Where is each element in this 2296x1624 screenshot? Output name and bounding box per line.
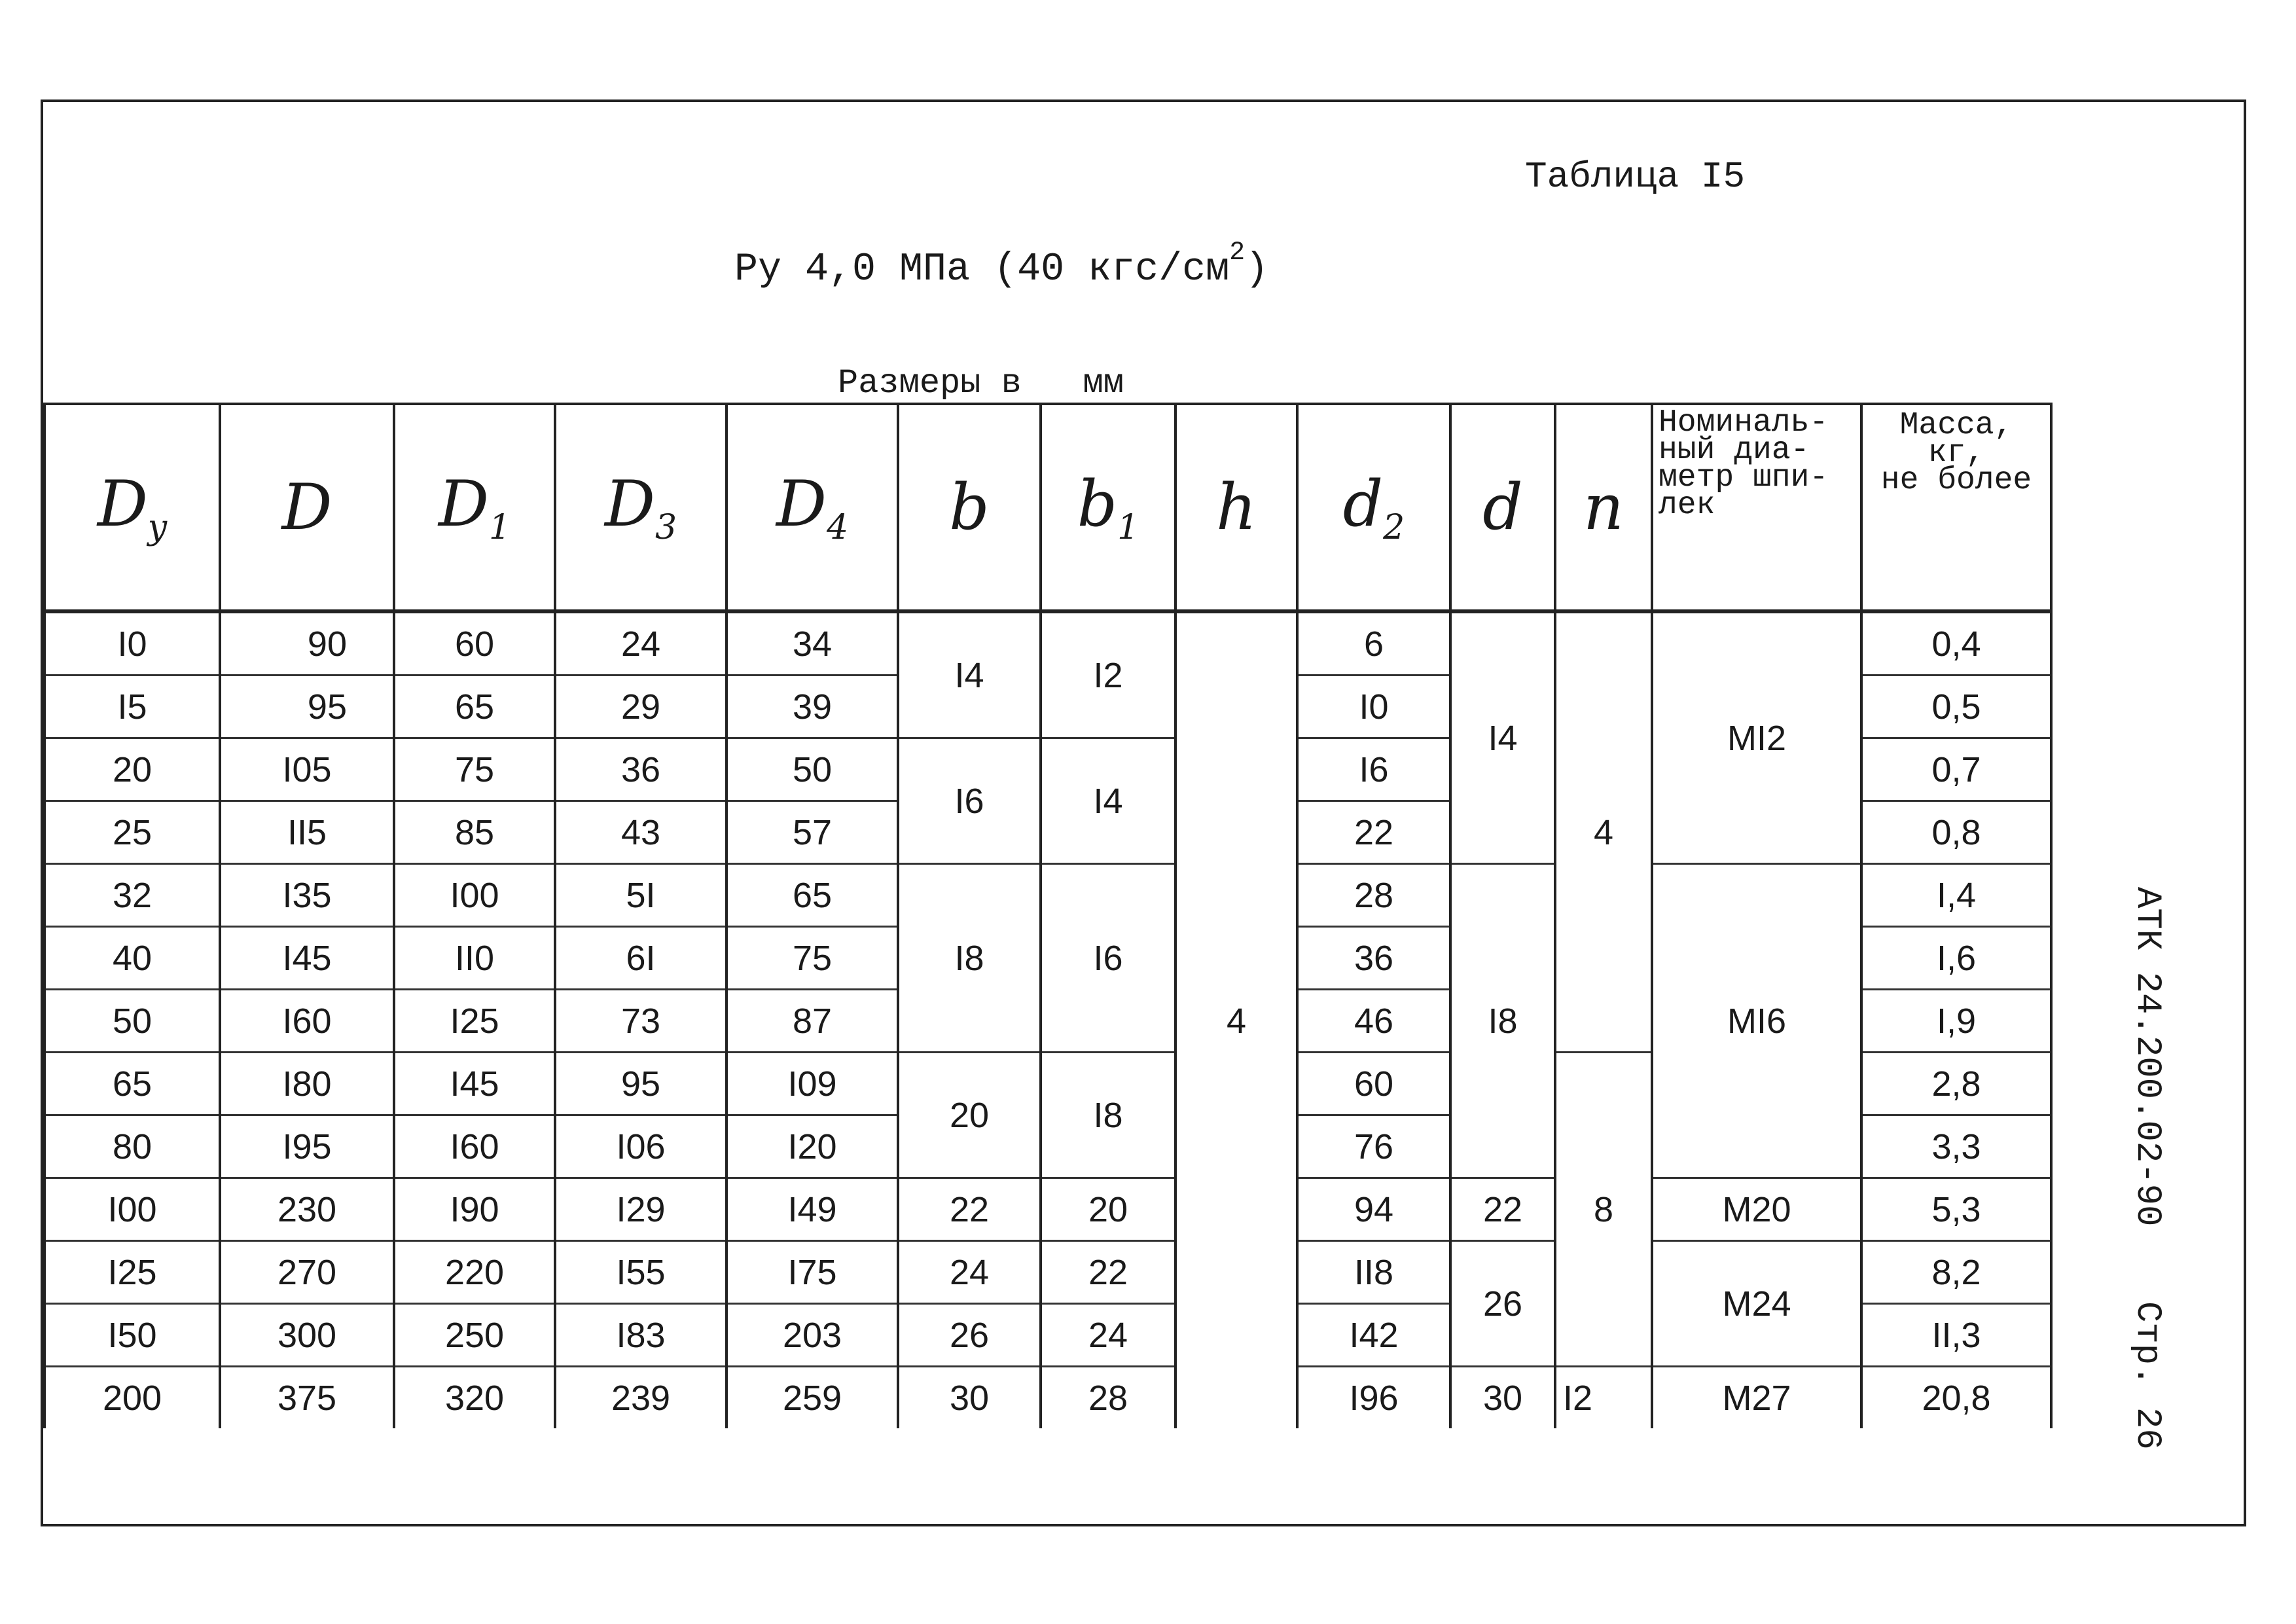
header-dy: $D_y$: [45, 404, 220, 611]
cell-d: 30: [1450, 1367, 1555, 1429]
table-row: [45, 1178, 2051, 1241]
cell-mass: I,4: [1861, 864, 2051, 927]
cell-D: I45: [220, 927, 394, 990]
header-b: b: [898, 404, 1041, 611]
cell-d: I4: [1450, 611, 1555, 864]
cell-D4: 259: [726, 1367, 898, 1429]
cell-D3: 29: [555, 676, 726, 738]
cell-mass: II,3: [1861, 1304, 2051, 1367]
cell-d2: II8: [1297, 1241, 1450, 1304]
cell-D1: I60: [394, 1115, 555, 1178]
table-row: [45, 864, 2051, 927]
cell-D1: 85: [394, 801, 555, 864]
cell-D: I95: [220, 1115, 394, 1178]
cell-mass: 3,3: [1861, 1115, 2051, 1178]
header-mass: Масса, кг, не более: [1861, 404, 2051, 611]
cell-d2: 46: [1297, 990, 1450, 1053]
cell-b1: 28: [1041, 1367, 1175, 1429]
cell-D3: 95: [555, 1053, 726, 1115]
cell-D: I05: [220, 738, 394, 801]
cell-D3: 5I: [555, 864, 726, 927]
cell-b: I8: [898, 864, 1041, 1053]
cell-b: I4: [898, 611, 1041, 738]
cell-h: 4: [1175, 611, 1297, 1428]
cell-D3: 43: [555, 801, 726, 864]
cell-D: I80: [220, 1053, 394, 1115]
cell-mass: 2,8: [1861, 1053, 2051, 1115]
header-D3: $D_3$: [555, 404, 726, 611]
cell-D4: 87: [726, 990, 898, 1053]
cell-D1: II0: [394, 927, 555, 990]
cell-dy: 40: [45, 927, 220, 990]
cell-D3: I55: [555, 1241, 726, 1304]
cell-D1: I45: [394, 1053, 555, 1115]
cell-stud: M20: [1652, 1178, 1861, 1241]
cell-D3: I83: [555, 1304, 726, 1367]
cell-b: 22: [898, 1178, 1041, 1241]
units-note: Размеры в мм: [838, 364, 1124, 403]
cell-D4: 75: [726, 927, 898, 990]
flange-dimensions-table: [43, 403, 2053, 1428]
cell-D4: I75: [726, 1241, 898, 1304]
cell-stud: M24: [1652, 1241, 1861, 1367]
cell-D3: 36: [555, 738, 726, 801]
header-h: h: [1175, 404, 1297, 611]
cell-n: 4: [1555, 611, 1652, 1053]
cell-D4: I49: [726, 1178, 898, 1241]
document-code: АТК 24.200.02-90: [2127, 887, 2167, 1227]
cell-mass: I,6: [1861, 927, 2051, 990]
cell-dy: I25: [45, 1241, 220, 1304]
cell-dy: 80: [45, 1115, 220, 1178]
header-n: n: [1555, 404, 1652, 611]
cell-d: 26: [1450, 1241, 1555, 1367]
table-row: [45, 611, 2051, 676]
cell-d: I8: [1450, 864, 1555, 1178]
cell-dy: 20: [45, 738, 220, 801]
cell-D1: 75: [394, 738, 555, 801]
table-row: [45, 1241, 2051, 1304]
cell-D4: 65: [726, 864, 898, 927]
cell-dy: I00: [45, 1178, 220, 1241]
cell-b: 26: [898, 1304, 1041, 1367]
cell-d2: 94: [1297, 1178, 1450, 1241]
cell-D: 90: [220, 611, 394, 676]
cell-D1: 250: [394, 1304, 555, 1367]
cell-D1: 320: [394, 1367, 555, 1429]
cell-D: 375: [220, 1367, 394, 1429]
cell-D: I35: [220, 864, 394, 927]
cell-b1: I8: [1041, 1053, 1175, 1178]
cell-D4: 57: [726, 801, 898, 864]
header-d2: $d_2$: [1297, 404, 1450, 611]
cell-D1: 60: [394, 611, 555, 676]
cell-D: 95: [220, 676, 394, 738]
cell-b: 30: [898, 1367, 1041, 1429]
cell-b1: I6: [1041, 864, 1175, 1053]
cell-mass: 0,5: [1861, 676, 2051, 738]
cell-d2: 60: [1297, 1053, 1450, 1115]
cell-mass: 0,8: [1861, 801, 2051, 864]
cell-dy: 32: [45, 864, 220, 927]
cell-D4: 34: [726, 611, 898, 676]
cell-D4: 39: [726, 676, 898, 738]
cell-D3: 24: [555, 611, 726, 676]
header-D4: $D_4$: [726, 404, 898, 611]
cell-dy: I5: [45, 676, 220, 738]
cell-b1: 20: [1041, 1178, 1175, 1241]
cell-d2: 28: [1297, 864, 1450, 927]
cell-b1: I4: [1041, 738, 1175, 864]
cell-D4: I09: [726, 1053, 898, 1115]
cell-dy: 50: [45, 990, 220, 1053]
header-row: [45, 404, 2051, 611]
cell-d2: 76: [1297, 1115, 1450, 1178]
cell-D1: 220: [394, 1241, 555, 1304]
cell-b: I6: [898, 738, 1041, 864]
header-d: d: [1450, 404, 1555, 611]
cell-d2: I6: [1297, 738, 1450, 801]
cell-d2: I42: [1297, 1304, 1450, 1367]
cell-D1: I90: [394, 1178, 555, 1241]
pressure-title: Ру 4,0 МПа (40 кгс/$см^2$): [734, 238, 1269, 292]
cell-b1: 24: [1041, 1304, 1175, 1367]
cell-D3: 73: [555, 990, 726, 1053]
cell-d2: I0: [1297, 676, 1450, 738]
cell-b1: 22: [1041, 1241, 1175, 1304]
cell-n: 8: [1555, 1053, 1652, 1367]
page-number: Стр. 26: [2127, 1301, 2167, 1450]
header-b1: $b_1$: [1041, 404, 1175, 611]
cell-mass: 20,8: [1861, 1367, 2051, 1429]
cell-D: 300: [220, 1304, 394, 1367]
cell-d2: I96: [1297, 1367, 1450, 1429]
header-stud-diameter: Номиналь- ный диа- метр шпи- лек: [1652, 404, 1861, 611]
table-row: [45, 1367, 2051, 1429]
cell-stud: M27: [1652, 1367, 1861, 1429]
cell-d2: 36: [1297, 927, 1450, 990]
cell-D3: I06: [555, 1115, 726, 1178]
cell-mass: 5,3: [1861, 1178, 2051, 1241]
cell-d2: 22: [1297, 801, 1450, 864]
cell-D4: 50: [726, 738, 898, 801]
cell-b: 24: [898, 1241, 1041, 1304]
cell-D1: 65: [394, 676, 555, 738]
cell-b: 20: [898, 1053, 1041, 1178]
cell-D: 270: [220, 1241, 394, 1304]
cell-dy: 25: [45, 801, 220, 864]
cell-dy: 65: [45, 1053, 220, 1115]
cell-D3: I29: [555, 1178, 726, 1241]
cell-mass: 0,7: [1861, 738, 2051, 801]
cell-D3: 6I: [555, 927, 726, 990]
cell-stud: MI2: [1652, 611, 1861, 864]
cell-D3: 239: [555, 1367, 726, 1429]
cell-dy: I50: [45, 1304, 220, 1367]
cell-mass: I,9: [1861, 990, 2051, 1053]
cell-mass: 8,2: [1861, 1241, 2051, 1304]
cell-d: 22: [1450, 1178, 1555, 1241]
table-caption: Таблица I5: [1525, 156, 1746, 198]
cell-d2: 6: [1297, 611, 1450, 676]
cell-D: II5: [220, 801, 394, 864]
cell-D: 230: [220, 1178, 394, 1241]
header-D: D: [220, 404, 394, 611]
cell-dy: 200: [45, 1367, 220, 1429]
cell-b1: I2: [1041, 611, 1175, 738]
cell-D1: I25: [394, 990, 555, 1053]
cell-stud: MI6: [1652, 864, 1861, 1178]
cell-D4: I20: [726, 1115, 898, 1178]
cell-D4: 203: [726, 1304, 898, 1367]
cell-n: I2: [1555, 1367, 1652, 1429]
cell-mass: 0,4: [1861, 611, 2051, 676]
cell-D: I60: [220, 990, 394, 1053]
cell-dy: I0: [45, 611, 220, 676]
cell-D1: I00: [394, 864, 555, 927]
header-D1: $D_1$: [394, 404, 555, 611]
